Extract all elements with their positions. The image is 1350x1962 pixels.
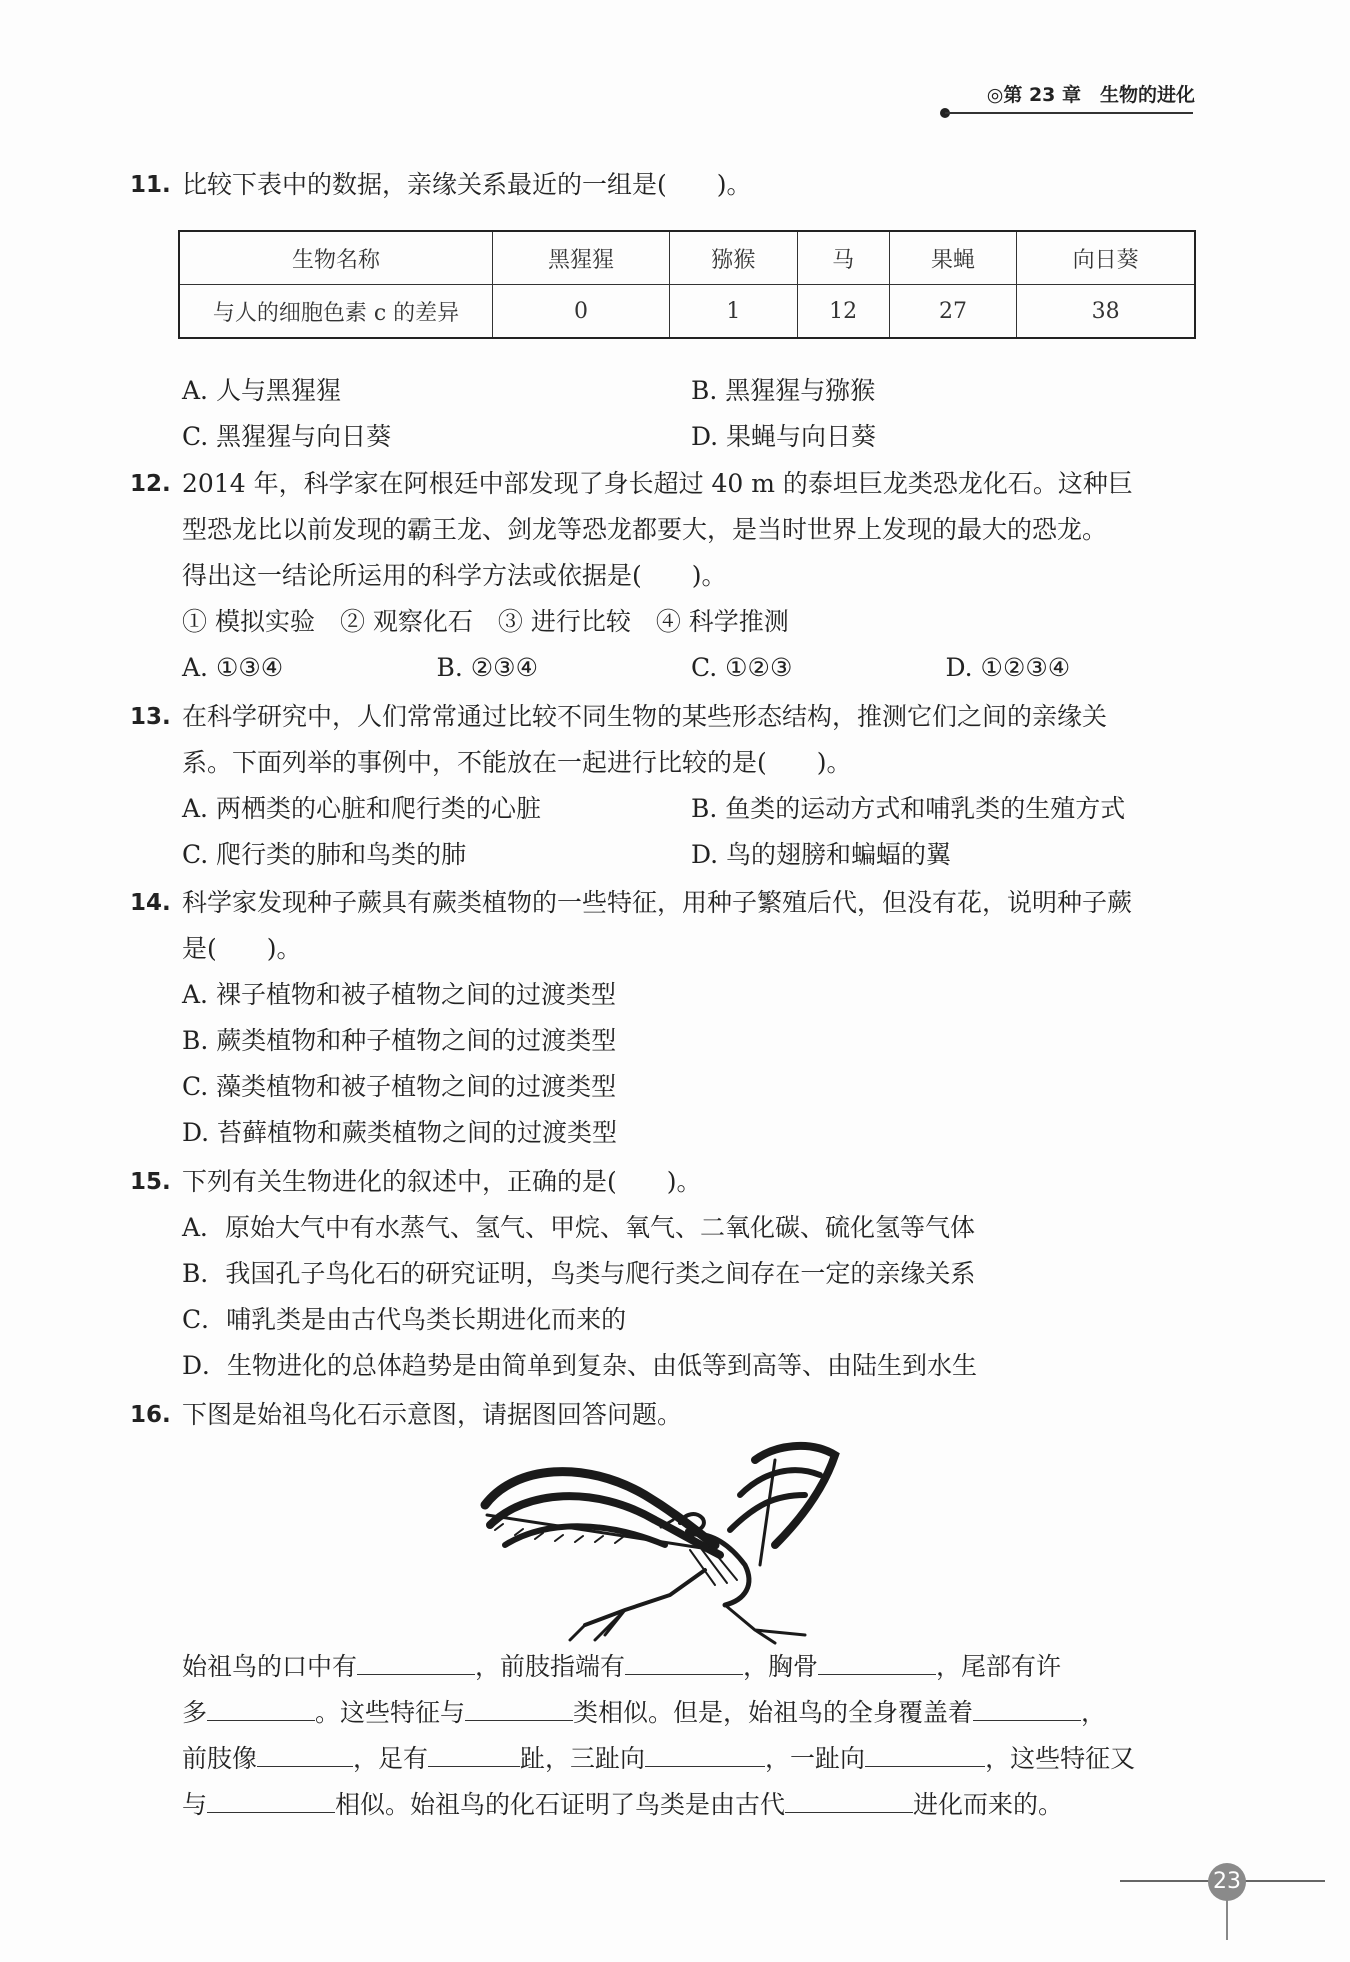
question-stem: 下图是始祖鸟化石示意图，请据图回答问题。 — [182, 1400, 683, 1429]
table-cell: 1 — [670, 285, 798, 339]
cytochrome-c-table — [178, 230, 1196, 339]
option-b[interactable]: B. ②③④ — [436, 653, 539, 682]
question-number: 11. — [130, 172, 171, 198]
question-number: 13. — [130, 704, 171, 730]
answer-blank[interactable] — [428, 1736, 520, 1767]
table-cell: 生物名称 — [179, 231, 493, 285]
question-number: 16. — [130, 1402, 171, 1428]
option-d[interactable]: D．生物进化的总体趋势是由简单到复杂、由低等到高等、由陆生到水生 — [182, 1351, 978, 1380]
question-stem: 比较下表中的数据，亲缘关系最近的一组是( )。 — [182, 170, 752, 199]
fill-text: 与 — [182, 1790, 208, 1819]
chapter-header: ◎第 23 章 生物的进化 — [986, 84, 1195, 106]
fill-text: ，前肢指端有 — [475, 1652, 626, 1681]
fill-text: ，尾部有许 — [936, 1652, 1062, 1681]
table-cell: 果蝇 — [889, 231, 1017, 285]
table-cell: 马 — [797, 231, 889, 285]
question-line: 在科学研究中，人们常常通过比较不同生物的某些形态结构，推测它们之间的亲缘关 — [182, 702, 1108, 731]
option-a[interactable]: A. 两栖类的心脏和爬行类的心脏 — [182, 794, 541, 823]
question-12 — [130, 461, 1200, 691]
table-cell: 27 — [889, 285, 1017, 339]
fill-text: 相似。始祖鸟的化石证明了鸟类是由古代 — [335, 1790, 786, 1819]
question-13 — [130, 694, 1200, 878]
option-c[interactable]: C. 黑猩猩与向日葵 — [182, 422, 392, 451]
fill-text: 始祖鸟的口中有 — [182, 1652, 358, 1681]
answer-blank[interactable] — [865, 1736, 985, 1767]
table-cell: 38 — [1017, 285, 1195, 339]
question-stem: 下列有关生物进化的叙述中，正确的是( )。 — [182, 1167, 702, 1196]
fill-text: 前肢像 — [182, 1744, 258, 1773]
fill-text: 进化而来的。 — [913, 1790, 1064, 1819]
answer-blank[interactable] — [257, 1736, 353, 1767]
footer-tick — [1226, 1900, 1228, 1940]
option-a[interactable]: A．原始大气中有水蒸气、氢气、甲烷、氧气、二氧化碳、硫化氢等气体 — [182, 1213, 976, 1242]
question-number: 15. — [130, 1169, 171, 1195]
option-d[interactable]: D. 鸟的翅膀和蝙蝠的翼 — [691, 840, 952, 869]
question-line: 2014 年，科学家在阿根廷中部发现了身长超过 40 m 的泰坦巨龙类恐龙化石。这种巨 — [182, 469, 1133, 498]
option-c[interactable]: C．哺乳类是由古代鸟类长期进化而来的 — [182, 1305, 627, 1334]
option-d[interactable]: D. 果蝇与向日葵 — [691, 422, 877, 451]
table-cell: 猕猴 — [670, 231, 798, 285]
option-a[interactable]: A. ①③④ — [182, 653, 284, 682]
archaeopteryx-fossil-illustration — [475, 1435, 847, 1645]
answer-blank[interactable] — [625, 1644, 743, 1675]
fill-text: 多 — [182, 1698, 208, 1727]
answer-blank[interactable] — [207, 1782, 335, 1813]
table-cell: 与人的细胞色素 c 的差异 — [179, 285, 493, 339]
fill-text: ， — [1081, 1698, 1107, 1727]
question-number: 14. — [130, 890, 171, 916]
table-cell: 黑猩猩 — [493, 231, 670, 285]
fill-text: 。这些特征与 — [315, 1698, 466, 1727]
answer-blank[interactable] — [818, 1644, 936, 1675]
table-cell: 向日葵 — [1017, 231, 1195, 285]
question-11-options — [130, 368, 1200, 460]
option-b[interactable]: B. 蕨类植物和种子植物之间的过渡类型 — [182, 1026, 617, 1055]
option-c[interactable]: C. ①②③ — [691, 653, 793, 682]
answer-blank[interactable] — [207, 1690, 315, 1721]
question-line: 是( )。 — [182, 934, 302, 963]
answer-blank[interactable] — [357, 1644, 475, 1675]
option-b[interactable]: B．我国孔子鸟化石的研究证明，鸟类与爬行类之间存在一定的亲缘关系 — [182, 1259, 976, 1288]
fill-in-paragraph — [182, 1644, 1202, 1828]
page-number: 23 — [1208, 1863, 1246, 1901]
table-row — [179, 285, 1195, 339]
option-d[interactable]: D. 苔藓植物和蕨类植物之间的过渡类型 — [182, 1118, 618, 1147]
fill-text: ，足有 — [353, 1744, 429, 1773]
question-16 — [130, 1392, 1200, 1438]
answer-blank[interactable] — [645, 1736, 765, 1767]
fill-text: ，胸骨 — [743, 1652, 819, 1681]
table-cell: 12 — [797, 285, 889, 339]
fill-text: 趾，三趾向 — [520, 1744, 646, 1773]
option-c[interactable]: C. 爬行类的肺和鸟类的肺 — [182, 840, 467, 869]
option-c[interactable]: C. 藻类植物和被子植物之间的过渡类型 — [182, 1072, 617, 1101]
question-11 — [130, 162, 1200, 208]
fill-text: 类相似。但是，始祖鸟的全身覆盖着 — [573, 1698, 974, 1727]
header-rule — [945, 112, 1193, 114]
table-header-row — [179, 231, 1195, 285]
answer-blank[interactable] — [973, 1690, 1081, 1721]
question-line: 得出这一结论所运用的科学方法或依据是( )。 — [182, 561, 727, 590]
question-number: 12. — [130, 471, 171, 497]
table-cell: 0 — [493, 285, 670, 339]
answer-blank[interactable] — [785, 1782, 913, 1813]
option-b[interactable]: B. 鱼类的运动方式和哺乳类的生殖方式 — [691, 794, 1126, 823]
question-line: ① 模拟实验 ② 观察化石 ③ 进行比较 ④ 科学推测 — [182, 607, 789, 636]
fill-text: ，这些特征又 — [985, 1744, 1136, 1773]
question-line: 系。下面列举的事例中，不能放在一起进行比较的是( )。 — [182, 748, 852, 777]
option-a[interactable]: A. 人与黑猩猩 — [182, 376, 341, 405]
fill-text: ，一趾向 — [765, 1744, 866, 1773]
option-d[interactable]: D. ①②③④ — [945, 653, 1071, 682]
answer-blank[interactable] — [465, 1690, 573, 1721]
question-14 — [130, 880, 1200, 1156]
question-15 — [130, 1159, 1200, 1389]
question-line: 型恐龙比以前发现的霸王龙、剑龙等恐龙都要大，是当时世界上发现的最大的恐龙。 — [182, 515, 1108, 544]
question-line: 科学家发现种子蕨具有蕨类植物的一些特征，用种子繁殖后代，但没有花，说明种子蕨 — [182, 888, 1133, 917]
option-b[interactable]: B. 黑猩猩与猕猴 — [691, 376, 876, 405]
option-a[interactable]: A. 裸子植物和被子植物之间的过渡类型 — [182, 980, 616, 1009]
